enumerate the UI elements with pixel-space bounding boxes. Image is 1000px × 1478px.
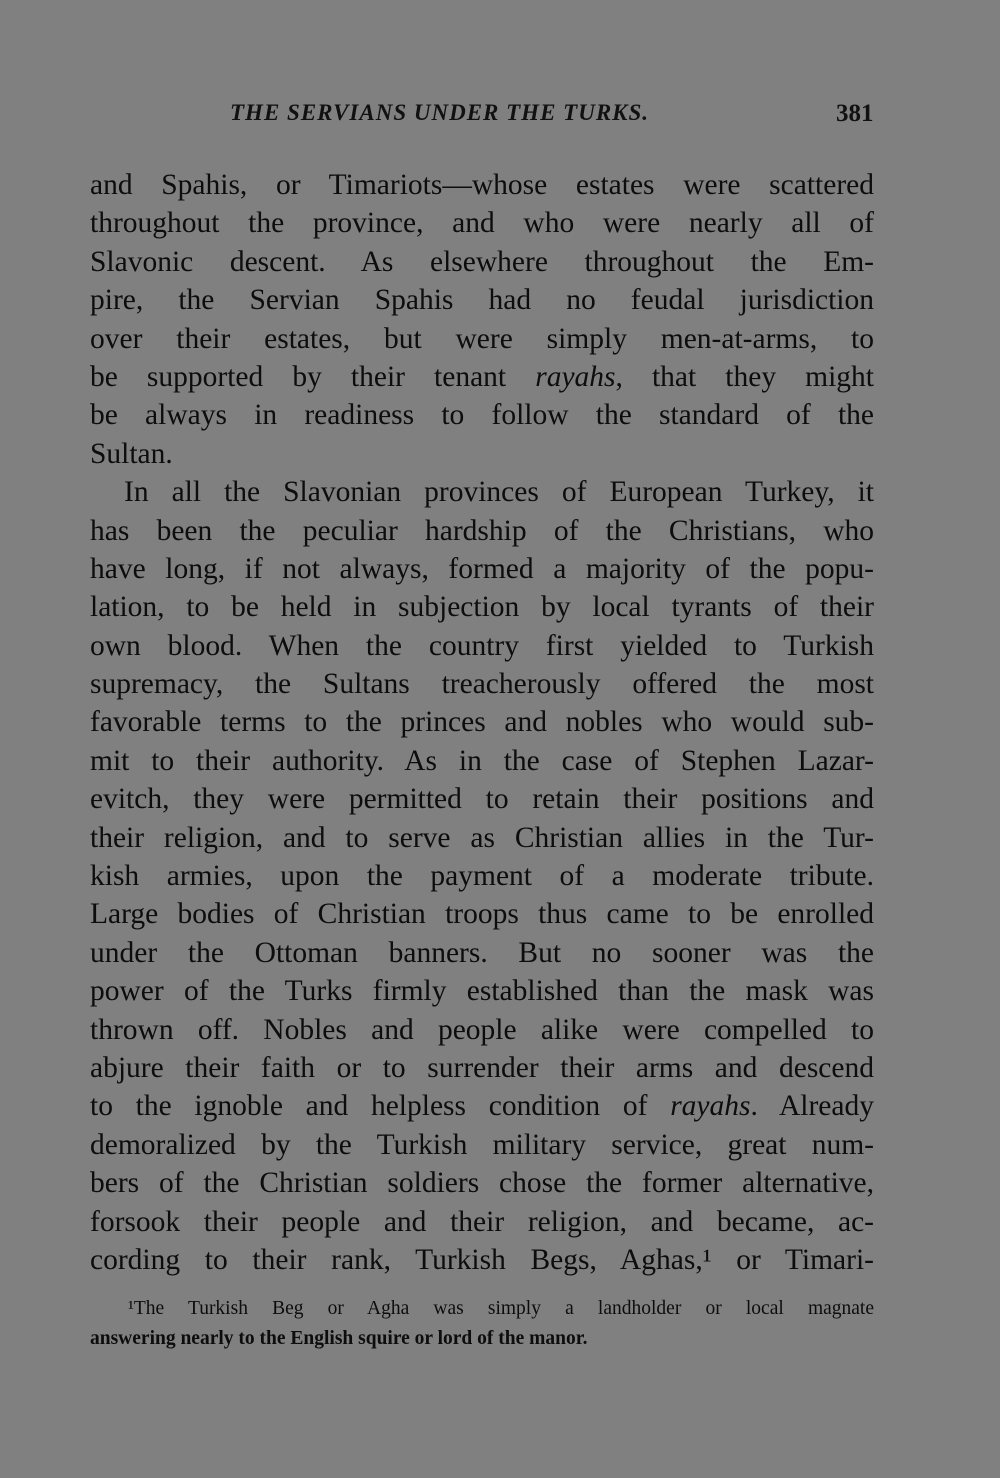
text-line: In all the Slavonian provinces of European Turkey, it: [124, 476, 874, 509]
body-text: [90, 166, 874, 1279]
text-line: to the ignoble and helpless condition of rayahs. Already: [90, 1090, 874, 1123]
text-line: thrown off. Nobles and people alike were compelled to: [90, 1013, 874, 1046]
text-line: Sultan.: [90, 437, 173, 470]
text-line: abjure their faith or to surrender their arms and descend: [90, 1051, 874, 1084]
text-line: evitch, they were permitted to retain their positions and: [90, 783, 874, 816]
text-line: over their estates, but were simply men-at-arms, to: [90, 322, 874, 355]
text-line: power of the Turks firmly established than the mask was: [90, 975, 874, 1008]
footnote: [90, 1294, 874, 1354]
footnote-line: answering nearly to the English squire or lord of the manor.: [90, 1328, 588, 1349]
text-line: forsook their people and their religion, and became, ac-: [90, 1205, 874, 1238]
paragraph-2: [90, 473, 874, 1279]
footnote-line: ¹The Turkish Beg or Agha was simply a landholder or local magnate: [128, 1298, 874, 1319]
text-line: Large bodies of Christian troops thus came to be enrolled: [90, 898, 874, 931]
text-line: their religion, and to serve as Christian allies in the Tur-: [90, 821, 874, 854]
text-line: pire, the Servian Spahis had no feudal jurisdiction: [90, 284, 874, 317]
text-line: has been the peculiar hardship of the Christians, who: [90, 514, 874, 547]
text-line: Slavonic descent. As elsewhere throughout the Em-: [90, 245, 874, 278]
text-line: favorable terms to the princes and nobles who would sub-: [90, 706, 874, 739]
paragraph-1: [90, 166, 874, 473]
text-line: and Spahis, or Timariots—whose estates were scattered: [90, 169, 874, 201]
text-line: be supported by their tenant rayahs, that they might: [90, 360, 874, 393]
italic-term: rayahs: [670, 1090, 751, 1123]
text-line: cording to their rank, Turkish Begs, Aghas,¹ or Timari-: [90, 1243, 874, 1276]
text-line: mit to their authority. As in the case of Stephen Lazar-: [90, 744, 874, 777]
text-line: throughout the province, and who were nearly all of: [90, 207, 874, 240]
italic-term: rayahs: [535, 360, 616, 393]
running-title: THE SERVIANS UNDER THE TURKS.: [230, 100, 650, 125]
page-number: 381: [836, 100, 874, 127]
text-line: own blood. When the country first yielded to Turkish: [90, 629, 874, 662]
text-line: kish armies, upon the payment of a moderate tribute.: [90, 860, 874, 893]
text-line: supremacy, the Sultans treacherously offered the most: [90, 668, 874, 701]
text-line: bers of the Christian soldiers chose the former alternative,: [90, 1167, 874, 1200]
text-line: be always in readiness to follow the standard of the: [90, 399, 874, 432]
text-line: have long, if not always, formed a majority of the popu-: [90, 552, 874, 585]
text-line: under the Ottoman banners. But no sooner was the: [90, 936, 874, 969]
text-line: demoralized by the Turkish military service, great num-: [90, 1128, 874, 1161]
text-line: lation, to be held in subjection by local tyrants of their: [90, 591, 874, 624]
